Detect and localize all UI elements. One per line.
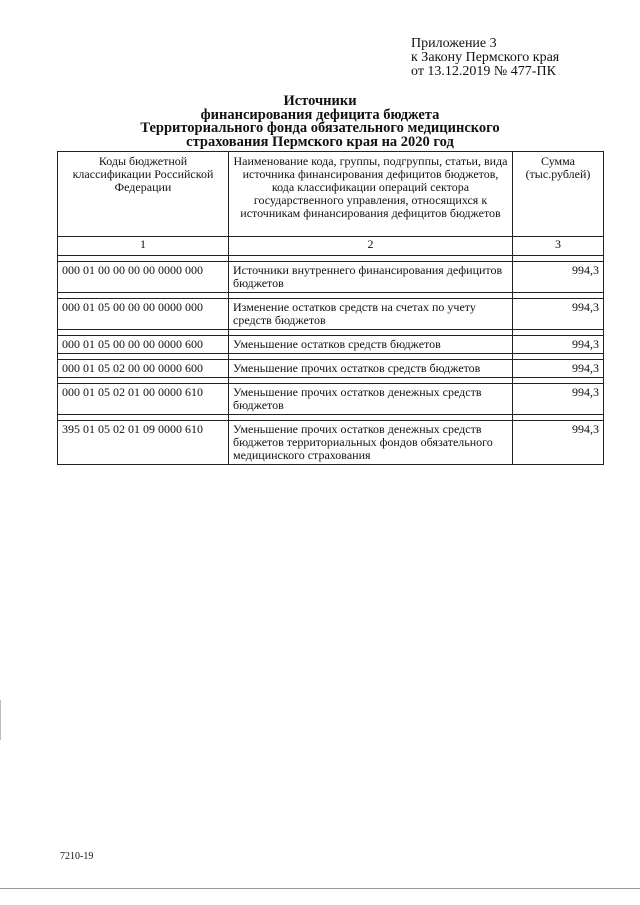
row-name: Уменьшение прочих остатков денежных средств бюджетов (229, 384, 513, 415)
row-code: 000 01 05 02 00 00 0000 600 (58, 360, 229, 378)
table-row (58, 262, 604, 293)
row-name: Уменьшение прочих остатков денежных средств бюджетов территориальных фондов обязательного медицинского страхования (229, 421, 513, 465)
document-title (0, 95, 640, 149)
table-header-row (58, 152, 604, 237)
page-bottom-edge (0, 888, 640, 889)
scan-edge-mark (0, 700, 1, 740)
column-number-2: 2 (229, 237, 513, 256)
appendix-header (411, 37, 559, 79)
column-number-row (58, 237, 604, 256)
row-amount: 994,3 (513, 360, 604, 378)
row-code: 000 01 05 00 00 00 0000 600 (58, 336, 229, 354)
title-line-4: страхования Пермского края на 2020 год (186, 133, 454, 150)
table-row (58, 360, 604, 378)
row-amount: 994,3 (513, 299, 604, 330)
row-code: 395 01 05 02 01 09 0000 610 (58, 421, 229, 465)
table-row (58, 336, 604, 354)
column-number-3: 3 (513, 237, 604, 256)
header-codes: Коды бюджетной классификации Российской Федерации (58, 152, 229, 237)
title-line-3: Территориального фонда обязательного медицинского (140, 120, 500, 136)
title-line-2: финансирования дефицита бюджета (200, 106, 440, 123)
table-row (58, 421, 604, 465)
appendix-date: от 13.12.2019 № 477-ПК (411, 64, 556, 79)
row-amount: 994,3 (513, 262, 604, 293)
appendix-law: к Закону Пермского края (411, 50, 560, 65)
header-amount: Сумма (тыс.рублей) (513, 152, 604, 237)
document-number: 7210-19 (60, 851, 94, 862)
row-name: Изменение остатков средств на счетах по учету средств бюджетов (229, 299, 513, 330)
table-row (58, 299, 604, 330)
row-amount: 994,3 (513, 384, 604, 415)
row-code: 000 01 05 02 01 00 0000 610 (58, 384, 229, 415)
header-name: Наименование кода, группы, подгруппы, статьи, вида источника финансирования дефицитов бюджетов, кода классификации операций сектора государственного управления, относящихся к источникам финансирования дефицитов бюджетов (229, 152, 513, 237)
title-line-1: Источники (283, 93, 357, 109)
column-number-1: 1 (58, 237, 229, 256)
budget-sources-table (57, 151, 604, 465)
row-name: Источники внутреннего финансирования дефицитов бюджетов (229, 262, 513, 293)
appendix-number: Приложение 3 (411, 36, 497, 51)
row-code: 000 01 05 00 00 00 0000 000 (58, 299, 229, 330)
row-amount: 994,3 (513, 421, 604, 465)
row-amount: 994,3 (513, 336, 604, 354)
table-row (58, 384, 604, 415)
row-code: 000 01 00 00 00 00 0000 000 (58, 262, 229, 293)
row-name: Уменьшение остатков средств бюджетов (229, 336, 513, 354)
row-name: Уменьшение прочих остатков средств бюджетов (229, 360, 513, 378)
